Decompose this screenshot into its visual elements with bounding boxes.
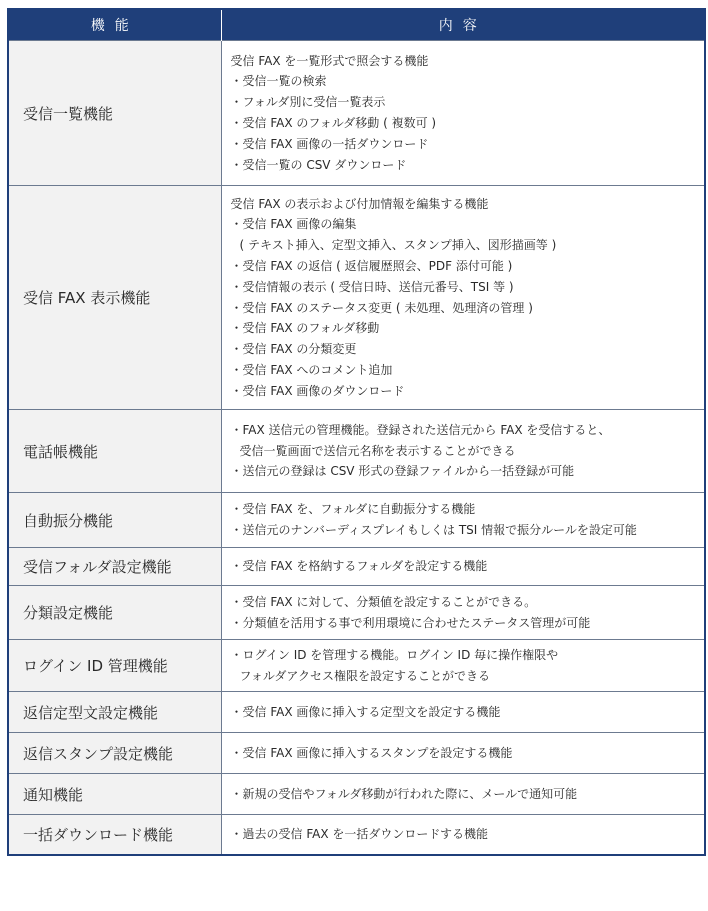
description-line: 受信 FAX を一覧形式で照会する機能 <box>230 53 429 68</box>
description-line: ・FAX 送信元の管理機能。登録された送信元から FAX を受信すると、 <box>230 422 611 437</box>
description-line: ・受信 FAX 画像の編集 <box>230 217 357 232</box>
feature-description <box>221 186 705 410</box>
feature-table <box>7 8 706 856</box>
description-line: ・送信元のナンバーディスプレイもしくは TSI 情報で振分ルールを設定可能 <box>230 523 637 537</box>
description-line: ・受信 FAX を、フォルダに自動振分する機能 <box>230 502 476 517</box>
feature-name: 受信フォルダ設定機能 <box>8 548 221 586</box>
table-row <box>8 410 705 493</box>
description-line: ・受信 FAX 画像のダウンロード <box>230 383 405 398</box>
feature-description <box>221 774 705 815</box>
description-line: ・新規の受信やフォルダ移動が行われた際に、メールで通知可能 <box>230 786 578 801</box>
table-row <box>8 692 705 733</box>
feature-name: 返信スタンプ設定機能 <box>8 733 221 774</box>
feature-description <box>221 493 705 548</box>
feature-name: 受信 FAX 表示機能 <box>8 186 221 410</box>
description-line: ・受信 FAX に対して、分類値を設定することができる。 <box>230 594 537 609</box>
description-line: ・フォルダ別に受信一覧表示 <box>230 95 386 110</box>
description-line: ・受信 FAX 画像の一括ダウンロード <box>230 136 429 151</box>
description-line: ・受信 FAX のフォルダ移動 ( 複数可 ) <box>230 116 437 130</box>
table-row <box>8 733 705 774</box>
description-line: ・分類値を活用する事で利用環境に合わせたステータス管理が可能 <box>230 615 591 630</box>
table-row <box>8 548 705 586</box>
description-line: フォルダアクセス権限を設定することができる <box>239 668 491 683</box>
table-row <box>8 41 705 186</box>
description-line: ・受信 FAX の分類変更 <box>230 342 357 357</box>
header-function: 機能 <box>8 9 221 41</box>
description-line: ・送信元の登録は CSV 形式の登録ファイルから一括登録が可能 <box>230 464 575 479</box>
feature-name: 返信定型文設定機能 <box>8 692 221 733</box>
description-line: ・受信一覧の検索 <box>230 74 327 89</box>
feature-description <box>221 815 705 855</box>
feature-description <box>221 733 705 774</box>
feature-name: 一括ダウンロード機能 <box>8 815 221 855</box>
feature-description <box>221 410 705 493</box>
description-line: ・受信 FAX のステータス変更 ( 未処理、処理済の管理 ) <box>230 300 533 315</box>
table-row <box>8 186 705 410</box>
table-row <box>8 774 705 815</box>
description-line: ・過去の受信 FAX を一括ダウンロードする機能 <box>230 826 489 841</box>
description-line: ・受信 FAX へのコメント追加 <box>230 362 393 377</box>
feature-name: 電話帳機能 <box>8 410 221 493</box>
table-header-row <box>8 9 705 41</box>
feature-description <box>221 41 705 186</box>
feature-description <box>221 692 705 733</box>
feature-description <box>221 586 705 640</box>
description-line: ・受信 FAX を格納するフォルダを設定する機能 <box>230 559 488 574</box>
feature-description <box>221 548 705 586</box>
table-row <box>8 493 705 548</box>
description-line: 受信 FAX の表示および付加情報を編集する機能 <box>230 196 489 211</box>
feature-name: 分類設定機能 <box>8 586 221 640</box>
feature-name: 受信一覧機能 <box>8 41 221 186</box>
table-row <box>8 815 705 855</box>
description-line: ・受信情報の表示 ( 受信日時、送信元番号、TSI 等 ) <box>230 279 514 294</box>
description-line: 受信一覧画面で送信元名称を表示することができる <box>239 443 516 458</box>
header-content: 内容 <box>221 9 705 41</box>
description-line: ・受信 FAX の返信 ( 返信履歴照会、PDF 添付可能 ) <box>230 258 513 273</box>
description-line: ・受信 FAX のフォルダ移動 <box>230 321 380 336</box>
feature-description <box>221 640 705 692</box>
table-row <box>8 586 705 640</box>
description-line: ・受信 FAX 画像に挿入するスタンプを設定する機能 <box>230 745 513 760</box>
feature-name: ログイン ID 管理機能 <box>8 640 221 692</box>
feature-name: 通知機能 <box>8 774 221 815</box>
description-line: ・ログイン ID を管理する機能。ログイン ID 毎に操作権限や <box>230 647 559 662</box>
description-line: ・受信一覧の CSV ダウンロード <box>230 157 407 172</box>
table-row <box>8 640 705 692</box>
description-line: ( テキスト挿入、定型文挿入、スタンプ挿入、図形描画等 ) <box>239 238 557 253</box>
feature-name: 自動振分機能 <box>8 493 221 548</box>
description-line: ・受信 FAX 画像に挿入する定型文を設定する機能 <box>230 704 501 719</box>
